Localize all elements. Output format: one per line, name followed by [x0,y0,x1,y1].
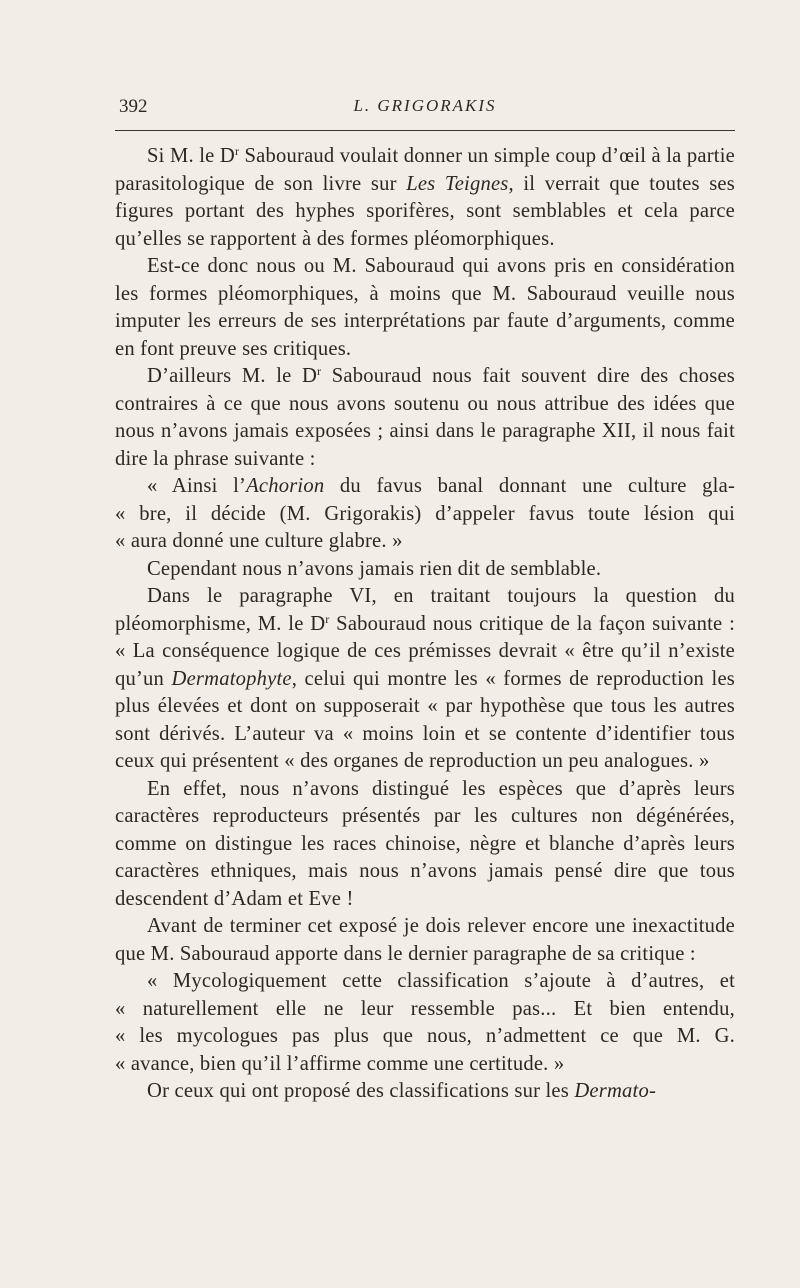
quote-line [115,1051,735,1079]
quote-line [115,528,735,556]
text-run: Est-ce donc nous ou M. Sabouraud qui avons pris en considération les formes pléomorphiques, à moins que M. Sabouraud veuille nous imputer les erreurs de ses interprétations par faute d’arguments, comme en font preuve ses critiques. [115,255,735,360]
text-run: Sabouraud nous fait souvent dire des choses contraires à ce que nous avons soutenu ou nous attribue des idées que nous n’avons jamais exposées ; ainsi dans le paragraphe XII, il nous fait dire la phrase suivante : [115,365,735,470]
page-header [115,96,735,124]
superscript: r [325,611,330,626]
text-run: « aura donné une culture glabre. » [115,530,403,552]
paragraph-p5 [115,583,735,776]
quote-line [115,1023,735,1051]
paragraph-p3 [115,363,735,473]
text-run: , il verrait que toutes ses figures portant des hyphes sporifères, sont semblables et cela parce qu’elles se rapportent à des formes pléomorphiques. [115,172,735,250]
header-rule [115,130,735,131]
text-run: « bre, il décide (M. Grigorakis) d’appeler favus toute lésion qui [115,502,735,525]
paragraph-p7 [115,913,735,968]
text-run: « naturellement elle ne leur ressemble pas... Et bien entendu, [115,997,735,1020]
italic-text: Dermatophyte [171,667,292,690]
quotation-q2 [115,968,735,1078]
superscript: r [317,364,322,378]
running-head: L. GRIGORAKIS [353,96,497,115]
paragraph-p6 [115,776,735,914]
text-run: Cependant nous n’avons jamais rien dit de semblable. [147,557,602,580]
page-number: 392 [119,96,148,117]
italic-text: Dermato- [574,1080,657,1102]
text-run: « Mycologiquement cette classification s’ajoute à d’autres, et [147,970,735,992]
quote-line [115,473,735,501]
text-run: D’ailleurs M. le D [147,365,318,387]
text-run: Sabouraud voulait donner un simple coup d’œil à la partie parasitologique de son livre sur [115,145,735,195]
text-run: Si M. le D [147,145,235,167]
text-run: Sabouraud nous critique de la façon suivante : « La conséquence logique de ces prémisses devrait « être qu’il n’existe qu’un [115,612,735,690]
paragraph-p2 [115,253,735,363]
paragraph-p4 [115,556,735,584]
text-run: , celui qui montre les « formes de reproduction les plus élevées et dont on supposerait « par hypothèse que tous les autres sont dérivés. L’auteur va « moins loin et se contente d’identifier tous ceux qui présentent « des organes de reproduction un peu analogues. » [115,667,735,772]
text-run: Avant de terminer cet exposé je dois relever encore une inexactitude que M. Sabouraud apporte dans le dernier paragraphe de sa critique : [115,915,735,965]
paragraph-p8 [115,1078,735,1106]
italic-text: Achorion [246,475,325,497]
text-run: « avance, bien qu’il l’affirme comme une certitude. » [115,1052,565,1075]
quotation-q1 [115,473,735,556]
text-run: En effet, nous n’avons distingué les espèces que d’après leurs caractères reproducteurs présentés par les cultures non dégénérées, comme on distingue les races chinoise, nègre et blanche d’après leurs caractères ethniques, mais nous n’avons jamais pensé dire que tous descendent d’Adam et Eve ! [115,777,735,910]
body-text [115,143,735,1106]
italic-text: Les Teignes [406,172,509,195]
paragraph-p1 [115,143,735,253]
text-run: Or ceux qui ont proposé des classifications sur les [147,1080,575,1102]
text-run: « les mycologues pas plus que nous, n’admettent ce que M. G. [115,1025,735,1047]
quote-line [115,996,735,1024]
quote-line [115,501,735,529]
quote-line [115,968,735,996]
text-run: « Ainsi l’ [147,475,247,497]
text-run: Dans le paragraphe VI, en traitant toujours la question du pléomorphisme, M. le D [115,585,735,635]
text-run: du favus banal donnant une culture gla- [324,475,735,497]
superscript: r [234,144,240,158]
